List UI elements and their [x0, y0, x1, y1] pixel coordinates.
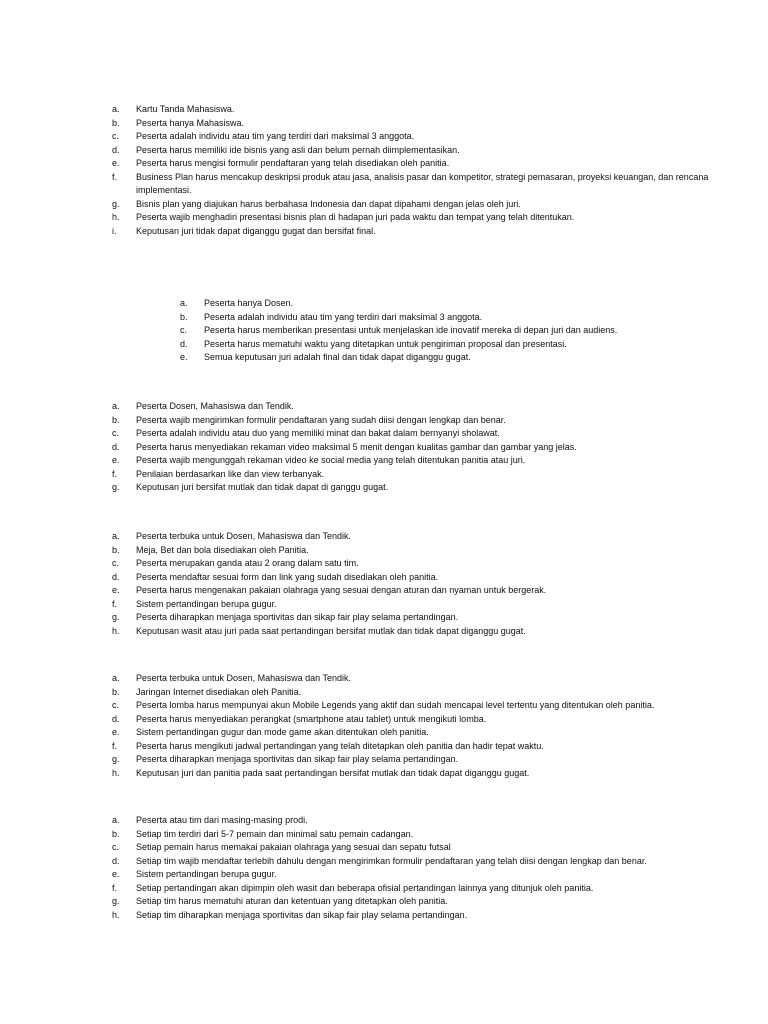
list-marker: a. [112, 401, 120, 411]
list-item [112, 895, 732, 909]
list-item-text: Peserta harus memiliki ide bisnis yang asli dan belum pernah diimplementasikan. [136, 144, 460, 155]
requirements-list-2 [180, 297, 700, 365]
list-item [180, 351, 700, 365]
list-item-text: Peserta harus mengikuti jadwal pertandingan yang telah ditetapkan oleh panitia dan hadir tepat waktu. [136, 740, 544, 751]
list-item-text: Peserta terbuka untuk Dosen, Mahasiswa dan Tendik. [136, 531, 351, 541]
list-marker: g. [112, 754, 120, 764]
list-marker: h. [112, 767, 120, 778]
list-marker: h. [112, 909, 120, 920]
list-item-text: Peserta harus memberikan presentasi untuk menjelaskan ide inovatif mereka di depan juri dan audiens. [204, 325, 618, 335]
list-marker: c. [112, 700, 120, 710]
list-marker: d. [112, 571, 120, 582]
list-marker: b. [112, 686, 120, 697]
list-item-text: Peserta wajib mengirimkan formulir pendaftaran yang sudah diisi dengan lengkap dan benar. [136, 414, 506, 425]
list-item [112, 841, 732, 855]
list-item [112, 157, 732, 171]
list-marker: c. [112, 131, 120, 141]
requirements-list-4 [112, 530, 732, 638]
list-item-text: Keputusan juri tidak dapat diganggu gugat dan bersifat final. [136, 225, 376, 236]
list-item [112, 713, 732, 727]
list-item [112, 441, 732, 455]
list-item [112, 686, 732, 700]
list-item [112, 481, 732, 495]
list-marker: e. [180, 352, 188, 362]
list-item-text: Sistem pertandingan gugur dan mode game akan ditentukan oleh panitia. [136, 727, 429, 737]
list-item [112, 753, 732, 767]
list-item-text: Keputusan juri dan panitia pada saat pertandingan bersifat mutlak dan tidak dapat diganggu gugat. [136, 767, 530, 778]
list-item [112, 814, 732, 828]
list-marker: g. [112, 612, 120, 622]
list-marker: f. [112, 740, 118, 751]
list-item [112, 530, 732, 544]
list-item-text: Peserta diharapkan menjaga sportivitas dan sikap fair play selama pertandingan. [136, 612, 459, 622]
list-item-text: Peserta hanya Mahasiswa. [136, 117, 245, 128]
list-item [112, 171, 732, 198]
list-item [112, 117, 732, 131]
list-item [112, 557, 732, 571]
list-marker: b. [112, 117, 120, 128]
list-item-text: Peserta harus menyediakan perangkat (smartphone atau tablet) untuk mengikuti lomba. [136, 713, 487, 724]
list-item-text: Penilaian berdasarkan like dan view terbanyak. [136, 468, 325, 479]
list-item [112, 211, 732, 225]
list-item-text: Meja, Bet dan bola disediakan oleh Panitia. [136, 544, 309, 555]
list-item [180, 297, 700, 311]
list-item [112, 468, 732, 482]
list-marker: h. [112, 212, 120, 222]
requirements-list-1 [112, 103, 732, 238]
list-marker: a. [112, 815, 120, 825]
list-item [112, 855, 732, 869]
list-item-text: Bisnis plan yang diajukan harus berbahasa Indonesia dan dapat dipahami dengan jelas oleh juri. [136, 198, 521, 209]
list-marker: e. [112, 455, 120, 465]
list-item-text: Peserta diharapkan menjaga sportivitas dan sikap fair play selama pertandingan. [136, 754, 459, 764]
list-item-text: Peserta atau tim dari masing-masing prodi. [136, 815, 308, 825]
list-item [112, 225, 732, 239]
list-marker: f. [112, 171, 118, 182]
list-item-text: Peserta merupakan ganda atau 2 orang dalam satu tim. [136, 558, 359, 568]
list-item [112, 726, 732, 740]
list-marker: d. [112, 713, 120, 724]
list-marker: c. [112, 842, 120, 852]
list-item-text: Peserta harus menyediakan rekaman video maksimal 5 menit dengan kualitas gambar dan gambar yang jelas. [136, 441, 577, 452]
list-marker: b. [112, 544, 120, 555]
list-item [180, 311, 700, 325]
list-item-text: Peserta hanya Dosen. [204, 298, 294, 308]
list-item [112, 611, 732, 625]
list-item-text: Peserta adalah individu atau duo yang memiliki minat dan bakat dalam bernyanyi sholawat. [136, 428, 500, 438]
list-item-text: Sistem pertandingan berupa gugur. [136, 869, 277, 879]
list-item [112, 144, 732, 158]
list-marker: d. [112, 144, 120, 155]
list-item [112, 427, 732, 441]
list-item [180, 338, 700, 352]
list-marker: a. [112, 673, 120, 683]
list-item-text: Peserta harus mematuhi waktu yang ditetapkan untuk pengiriman proposal dan presentasi. [204, 338, 567, 349]
list-marker: f. [112, 882, 118, 893]
list-marker: d. [180, 338, 188, 349]
list-item [112, 882, 732, 896]
list-item-text: Setiap pemain harus memakai pakaian olahraga yang sesuai dan sepatu futsal [136, 842, 451, 852]
list-item [112, 130, 732, 144]
list-item [112, 672, 732, 686]
list-marker: e. [112, 585, 120, 595]
list-marker: a. [180, 298, 188, 308]
list-item-text: Peserta wajib mengunggah rekaman video ke social media yang telah ditentukan panitia atau juri. [136, 455, 526, 465]
list-item-text: Peserta adalah individu atau tim yang terdiri dari maksimal 3 anggota. [136, 131, 415, 141]
list-item [112, 740, 732, 754]
list-marker: d. [112, 441, 120, 452]
list-marker: c. [180, 325, 188, 335]
list-item-text: Setiap tim terdiri dari 5-7 pemain dan minimal satu pemain cadangan. [136, 828, 414, 839]
list-item [112, 544, 732, 558]
list-item-text: Sistem pertandingan berupa gugur. [136, 598, 277, 609]
list-marker: e. [112, 869, 120, 879]
list-item-text: Jaringan Internet disediakan oleh Panitia. [136, 686, 302, 697]
list-item-text: Kartu Tanda Mahasiswa. [136, 104, 235, 114]
list-marker: g. [112, 482, 120, 492]
list-item-text: Peserta Dosen, Mahasiswa dan Tendik. [136, 401, 294, 411]
list-item-text: Semua keputusan juri adalah final dan tidak dapat diganggu gugat. [204, 352, 471, 362]
list-item-text: Setiap tim diharapkan menjaga sportivitas dan sikap fair play selama pertandingan. [136, 909, 468, 920]
list-marker: g. [112, 896, 120, 906]
list-marker: b. [112, 828, 120, 839]
list-marker: c. [112, 428, 120, 438]
list-marker: d. [112, 855, 120, 866]
list-item [112, 414, 732, 428]
list-marker: a. [112, 531, 120, 541]
list-item-text: Peserta wajib menghadiri presentasi bisnis plan di hadapan juri pada waktu dan tempat yang telah ditentukan. [136, 212, 575, 222]
list-item-text: Business Plan harus mencakup deskripsi produk atau jasa, analisis pasar dan kompetitor, strategi pemasaran, proyeksi keuangan, dan rencana implementasi. [136, 171, 709, 195]
requirements-list-3 [112, 400, 732, 495]
list-marker: h. [112, 625, 120, 636]
list-item [112, 400, 732, 414]
list-item-text: Peserta mendaftar sesuai form dan link yang sudah disediakan oleh panitia. [136, 571, 439, 582]
list-item [112, 571, 732, 585]
list-marker: b. [180, 311, 188, 322]
list-marker: e. [112, 727, 120, 737]
list-marker: g. [112, 198, 120, 209]
list-item-text: Setiap tim harus mematuhi aturan dan ketentuan yang ditetapkan oleh panitia. [136, 896, 448, 906]
list-item [112, 909, 732, 923]
list-item [112, 868, 732, 882]
list-marker: c. [112, 558, 120, 568]
requirements-list-5 [112, 672, 732, 780]
list-item [112, 625, 732, 639]
list-item [112, 584, 732, 598]
list-item [112, 828, 732, 842]
list-item-text: Peserta harus mengisi formulir pendaftaran yang telah disediakan oleh panitia. [136, 158, 450, 168]
list-marker: a. [112, 104, 120, 114]
list-marker: f. [112, 598, 118, 609]
list-item [180, 324, 700, 338]
list-marker: e. [112, 158, 120, 168]
list-item-text: Setiap tim wajib mendaftar terlebih dahulu dengan mengirimkan formulir pendaftaran yang telah diisi dengan lengkap dan benar. [136, 855, 647, 866]
list-item [112, 598, 732, 612]
list-marker: b. [112, 414, 120, 425]
list-item-text: Setiap pertandingan akan dipimpin oleh wasit dan beberapa ofisial pertandingan lainnya yang ditunjuk oleh panitia. [136, 882, 594, 893]
list-marker: i. [112, 225, 117, 236]
list-item [112, 699, 732, 713]
list-item-text: Peserta terbuka untuk Dosen, Mahasiswa dan Tendik. [136, 673, 351, 683]
list-item-text: Peserta lomba harus mempunyai akun Mobile Legends yang aktif dan sudah mencapai level tertentu yang ditentukan oleh panitia. [136, 700, 655, 710]
requirements-list-6 [112, 814, 732, 922]
list-item-text: Peserta harus mengenakan pakaian olahraga yang sesuai dengan aturan dan nyaman untuk bergerak. [136, 585, 547, 595]
list-item-text: Keputusan wasit atau juri pada saat pertandingan bersifat mutlak dan tidak dapat diganggu gugat. [136, 625, 526, 636]
list-item [112, 767, 732, 781]
list-item-text: Keputusan juri bersifat mutlak dan tidak dapat di ganggu gugat. [136, 482, 389, 492]
list-item [112, 103, 732, 117]
list-item [112, 454, 732, 468]
list-item [112, 198, 732, 212]
list-item-text: Peserta adalah individu atau tim yang terdiri dari maksimal 3 anggota. [204, 311, 483, 322]
list-marker: f. [112, 468, 118, 479]
